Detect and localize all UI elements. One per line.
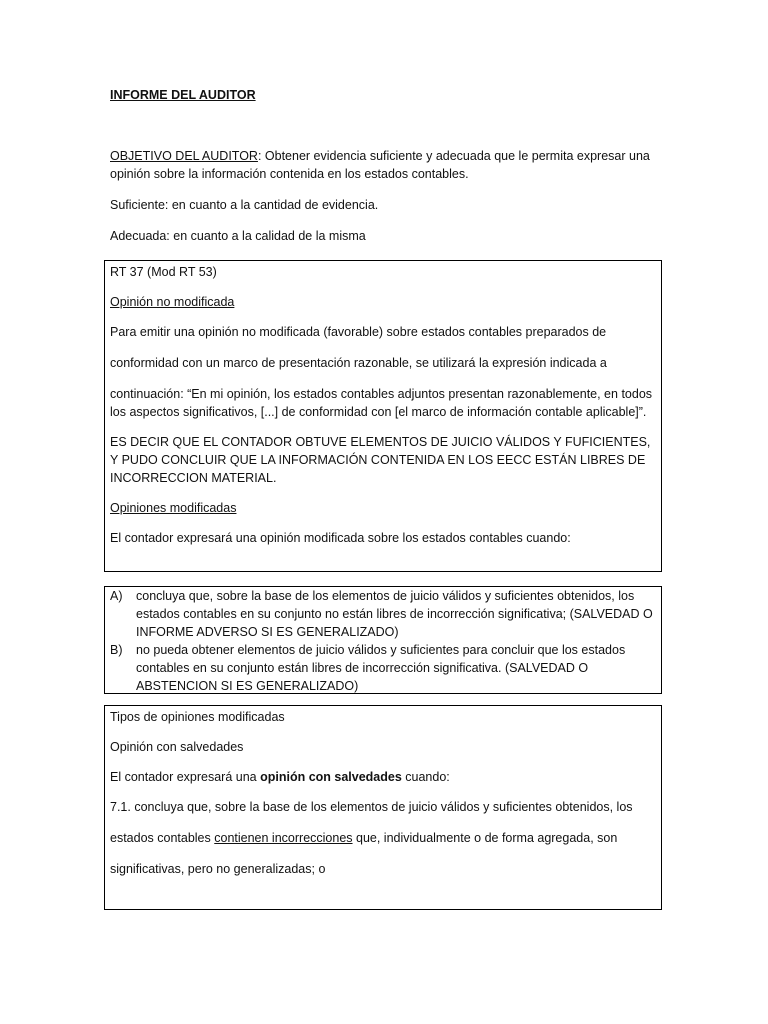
conditions-list-box	[104, 586, 662, 694]
document-title: INFORME DEL AUDITOR	[110, 88, 256, 102]
modified-opinion-types-box	[104, 705, 662, 910]
sufficient-definition: Suficiente: en cuanto a la cantidad de evidencia.	[110, 198, 379, 212]
list-item	[110, 587, 656, 641]
adequate-definition: Adecuada: en cuanto a la calidad de la misma	[110, 229, 366, 243]
qualified-opinion-subheading: Opinión con salvedades	[110, 740, 244, 754]
clause-line2-post: que, individualmente o de forma agregada, son	[352, 831, 618, 845]
objective-text: : Obtener evidencia suficiente y adecuada que le permita expresar una opinión sobre la información contenida en los estados contables.	[110, 149, 650, 181]
clause-line2-underlined: contienen incorrecciones	[214, 831, 353, 845]
unmodified-paragraph-line2: conformidad con un marco de presentación razonable, se utilizará la expresión indicada a	[110, 356, 607, 370]
intro-section	[110, 147, 670, 258]
list-item	[110, 641, 656, 695]
unmodified-opinion-box	[104, 260, 662, 572]
modified-opinions-heading: Opiniones modificadas	[110, 501, 237, 515]
objective-label: OBJETIVO DEL AUDITOR	[110, 149, 258, 163]
qualified-opinion-intro	[110, 768, 656, 786]
clause-line2	[110, 823, 656, 854]
list-item-text: concluya que, sobre la base de los elementos de juicio válidos y suficientes obtenidos, los estados contables en su conjunto no están libres de incorrección significativa; (SALVEDAD O INFORME ADVERSO SI ES GENERALIZADO)	[136, 589, 653, 639]
unmodified-paragraph-line3: continuación: “En mi opinión, los estados contables adjuntos presentan razonablemente, en todos los aspectos significativos, [...] de conformidad con [el marco de información contable aplicable]”.	[110, 387, 653, 419]
objective-paragraph	[110, 147, 670, 183]
rt-reference: RT 37 (Mod RT 53)	[110, 265, 217, 279]
clause-line1: 7.1. concluya que, sobre la base de los elementos de juicio válidos y suficientes obtenidos, los	[110, 800, 633, 814]
conditions-list	[110, 587, 656, 695]
list-item-text: no pueda obtener elementos de juicio válidos y suficientes para concluir que los estados contables en su conjunto están libres de incorrección significativa. (SALVEDAD O ABSTENCION SI ES GENERALIZADO)	[136, 643, 626, 693]
intro-text-bold: opinión con salvedades	[260, 770, 402, 784]
types-heading: Tipos de opiniones modificadas	[110, 710, 285, 724]
list-marker: B)	[110, 643, 123, 657]
intro-text-post: cuando:	[401, 770, 450, 784]
modified-opinions-intro: El contador expresará una opinión modificada sobre los estados contables cuando:	[110, 531, 571, 545]
clause-line3: significativas, pero no generalizadas; o	[110, 862, 326, 876]
intro-text-pre: El contador expresará una	[110, 770, 261, 784]
list-marker: A)	[110, 589, 123, 603]
clause-line2-pre: estados contables	[110, 831, 215, 845]
unmodified-paragraph-line1: Para emitir una opinión no modificada (favorable) sobre estados contables preparados de	[110, 325, 607, 339]
emphasis-paragraph: ES DECIR QUE EL CONTADOR OBTUVE ELEMENTOS DE JUICIO VÁLIDOS Y FUFICIENTES, Y PUDO CONCLUIR QUE LA INFORMACIÓN CONTENIDA EN LOS EECC ESTÁN LIBRES DE INCORRECCION MATERIAL.	[110, 435, 651, 485]
unmodified-opinion-heading: Opinión no modificada	[110, 295, 235, 309]
